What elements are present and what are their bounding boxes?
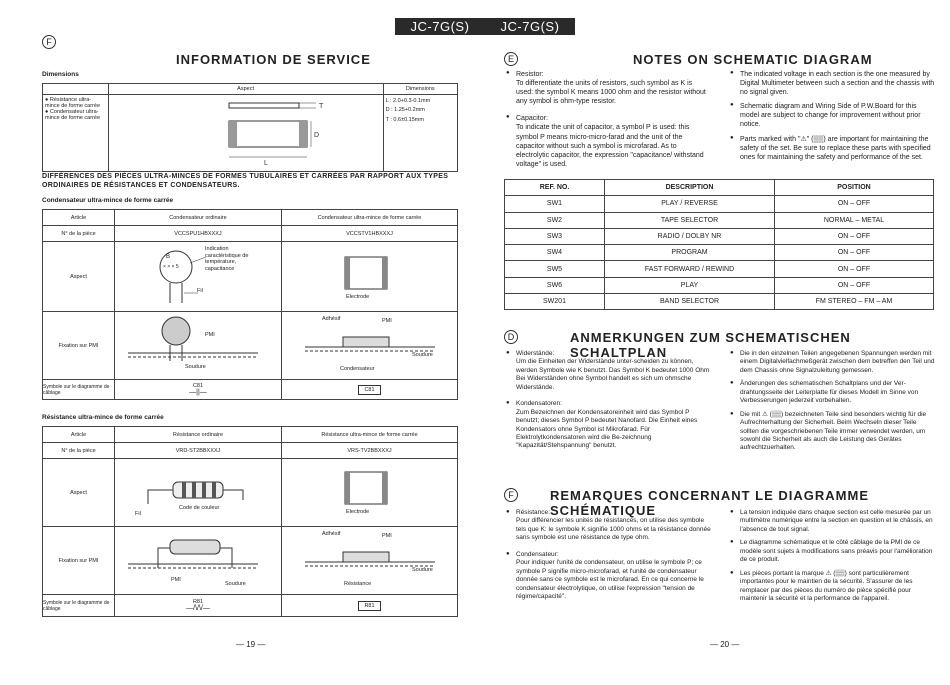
e-note-voltage: ● The indicated voltage in each section is the one measured by Digital Multimeter between such a section and the chassis with no signal given. xyxy=(740,70,935,97)
anmerkungen-title: ANMERKUNGEN ZUM SCHEMATISCHEN SCHALTPLAN xyxy=(570,330,851,360)
svg-text:T: T xyxy=(318,103,323,110)
res-thin-fix xyxy=(282,527,458,595)
res-ordinary-drawing xyxy=(115,459,282,527)
e-left-col xyxy=(516,70,711,169)
ref-h-desc: DESCRIPTION xyxy=(605,180,775,196)
remarques-title: REMARQUES CONCERNANT LE DIAGRAMME SCHÉMATIQUE xyxy=(550,488,869,518)
res-pmi: PMI xyxy=(171,577,181,583)
cap-h1: Article xyxy=(43,210,115,226)
res-r1: N° de la pièce xyxy=(43,443,115,459)
cap-pmi2: PMI xyxy=(382,318,392,324)
cap-condensateur: Condensateur xyxy=(340,366,375,372)
res-label: Résistance ultra-mince de forme carrée xyxy=(42,414,164,421)
cap-indication: Indication caractéristique de température, capacitance xyxy=(205,246,249,272)
e-capacitor-text: To indicate the unit of capacitor, a symbol P is used: this symbol P means micro-micro-farad and the unit of the capacitor without such a symbol is microfarad. As to electrolytic capacitor, the expression "capacitance/ withstand voltage" is used. xyxy=(516,124,704,168)
res-thin-drawing xyxy=(282,459,458,527)
table-row: SW6 PLAY ON – OFF xyxy=(505,277,934,293)
res-fil: Fil xyxy=(135,511,141,517)
cap-soudure2: Soudure xyxy=(412,352,433,358)
res-soudure: Soudure xyxy=(225,581,246,587)
cap-symbol-ordinary: C81 —||— xyxy=(115,380,282,400)
col-aspect: Aspect xyxy=(108,84,383,95)
notes-title: NOTES ON SCHEMATIC DIAGRAM xyxy=(633,52,873,67)
dimensions-table xyxy=(42,83,458,172)
col-dims: Dimensions xyxy=(383,84,457,95)
dimensions-label: Dimensions xyxy=(42,71,79,78)
e-capacitor-head: ● Capacitor: xyxy=(516,114,711,123)
cap-ordinary-fix xyxy=(115,312,282,380)
section-circle-e: E xyxy=(504,52,518,66)
d-right-col xyxy=(740,350,935,453)
section-circle-f-right: F xyxy=(504,488,518,502)
dim-values: L : 2.0+0.3-0.1mm D : 1.25+0.2mm T : 0.6±0.15mm xyxy=(383,95,457,172)
ref-h-pos: POSITION xyxy=(775,180,934,196)
res-pmi2: PMI xyxy=(382,533,392,539)
cap-fil: Fil xyxy=(197,288,203,294)
cap-h2: Condensateur ordinaire xyxy=(115,210,282,226)
cap-part-thin: VCCSTV1HBXXXJ xyxy=(282,226,458,242)
cap-thin-drawing xyxy=(282,242,458,312)
res-r81b: R81 xyxy=(358,601,380,611)
cap-part-ordinary: VCCSPU1HBXXXJ xyxy=(115,226,282,242)
svg-text:D: D xyxy=(313,132,319,139)
cap-pmi: PMI xyxy=(205,332,215,338)
resistor-table xyxy=(42,426,458,617)
d-widerstande-head: ● Widerstände: xyxy=(516,350,711,358)
res-symbol-thin xyxy=(282,595,458,617)
model-left: JC-7G(S) xyxy=(410,19,470,34)
res-h2: Résistance ordinaire xyxy=(115,427,282,443)
page-number-left: — 19 — xyxy=(236,640,266,649)
res-soudure2: Soudure xyxy=(412,567,433,573)
res-r81: R81 xyxy=(192,599,204,605)
f-note-safety: ● Les pièces portant la marque ⚠ (▒▒) sont particulièrement importantes pour le maintien de la sécurité. S'assurer de les remplacer par des pièces du numéro de pièce spécifié pour maintenir la sécurité et la performance de l'appareil. xyxy=(740,570,935,604)
table-row: SW3 RADIO / DOLBY NR ON – OFF xyxy=(505,228,934,244)
dim-items: ● Résistance ultra-mince de forme carrée ● Condensateur ultra-mince de forme carrée xyxy=(43,95,109,172)
e-resistor-text: To differentiate the units of resistors, such symbol as K is used: the symbol K means 1000 ohm and the resistor without any symbol is ohm-type resistor. xyxy=(516,80,706,106)
res-r4: Symbole sur le diagramme de câblage xyxy=(43,595,115,617)
ref-h-ref: REF. NO. xyxy=(505,180,605,196)
cap-adhesif: Adhésif xyxy=(322,316,341,322)
section-circle-f-left: F xyxy=(42,35,56,49)
table-row: SW2 TAPE SELECTOR NORMAL – METAL xyxy=(505,212,934,228)
differences-heading: DIFFÉRENCES DES PIÈCES ULTRA-MINCES DE FORMES TUBULAIRES ET CARRÉES PAR RAPPORT AUX TYPES ORDINAIRES DE RÉSISTANCES ET CONDENSATEURS. xyxy=(42,173,449,190)
res-r2: Aspect xyxy=(43,459,115,527)
d-note-change: ● Änderungen des schematischen Schaltplans und der Ver-drahtungsseite der Leiterplatte für dieses Modell im Sinne von Verbesserungen jederzeit vorbehalten. xyxy=(740,380,935,405)
d-widerstande-text: Um die Einheiten der Widerstände unter-scheiden zu können, werden Symbole wie K benutzt. Das Symbol K bedeutet 1000 Ohm Bei Widerständen ohne Symbol handelt es sich um ohmsche Widerstände. xyxy=(516,358,710,391)
res-h3: Résistance ultra-mince de forme carrée xyxy=(282,427,458,443)
f-condensateur-head: ● Condensateur: xyxy=(516,551,711,559)
table-row: SW201 BAND SELECTOR FM STEREO – FM – AM xyxy=(505,294,934,310)
res-part-thin: VRS-TV2BBXXXJ xyxy=(282,443,458,459)
e-note-safety: ● Parts marked with "⚠" (▒▒) are important for maintaining the safety of the set. Be sure to replace these parts with specified ones for maintaining the safety and performance of the set. xyxy=(740,135,935,162)
cap-c81: C81 xyxy=(192,383,204,389)
res-resistance: Résistance xyxy=(344,581,372,587)
cap-thin-fix xyxy=(282,312,458,380)
f-note-voltage: ● La tension indiquée dans chaque section est celle mesurée par un multimètre numérique entre la section en question et le châssis, en l'absence de tout signal. xyxy=(740,509,935,534)
f-note-change: ● Le diagramme schématique et le côté câblage de la PMI de ce modèle sont sujets à modifications sans préavis pour l'amélioration de ce produit. xyxy=(740,539,935,564)
dim-aspect-drawing xyxy=(108,95,383,172)
section-circle-d: D xyxy=(504,330,518,344)
d-note-voltage: ● Die in den einzelnen Teilen angegebenen Spannungen werden mit einem Digitalvielfachmeßgerät zwischen dem betreffen den Teil und dem Chassis ohne Signalzuleitung gemessen. xyxy=(740,350,935,375)
f-left-col xyxy=(516,509,711,601)
res-electrode: Electrode xyxy=(346,509,370,515)
d-kondensatoren-head: ● Kondensatoren: xyxy=(516,400,711,408)
f-resistance-text: Pour différencier les unités de résistances, on utilise des symbole tels que K: le symbole K signifie 1000 ohms et la résistance donnée sans symbole est une résistance de type ohm. xyxy=(516,517,711,542)
cap-h3: Condensateur ultra-mince de forme carrée xyxy=(282,210,458,226)
d-note-safety: ● Die mit ⚠ (▒▒) bezeichneten Teile sind besonders wichtig für die Aufrechterhaltung der Sicherheit. Beim Wechseln dieser Teile sollten die vorgeschriebenen Teile immer verwendet werden, um sowohl die Sicherheit als auch die Leistung des Gerätes aufrechtzuerhalten. xyxy=(740,411,935,453)
res-r3: Fixation sur PMI xyxy=(43,527,115,595)
f-resistance-head: ● Résistance: xyxy=(516,509,711,517)
table-row: SW4 PROGRAM ON – OFF xyxy=(505,245,934,261)
page-number-right: — 20 — xyxy=(710,640,740,649)
d-left-col xyxy=(516,350,711,451)
res-code: Code de couleur xyxy=(179,505,220,511)
svg-text:L: L xyxy=(263,160,268,167)
d-kondensatoren-text: Zum Bezeichnen der Kondensatoreinheit wird das Symbol P benutzt; dieses Symbol P bedeutet Nanofard. Die Einheit eines Kondensators ohne Symbol ist Mikrofarad. Für Elektrolytkondensatoren wird die Be-zeichnung "Kapazität/Stehspannung" benutzt. xyxy=(516,408,698,450)
res-adhesif: Adhésif xyxy=(322,531,341,537)
cap-label: Condensateur ultra-mince de forme carrée xyxy=(42,197,174,204)
cap-r1: N° de la pièce xyxy=(43,226,115,242)
cap-r4: Symbole sur le diagramme de câblage xyxy=(43,380,115,400)
f-right-col xyxy=(740,509,935,603)
e-note-change: ● Schematic diagram and Wiring Side of P.W.Board for this model are subject to change for improvement without prior notice. xyxy=(740,102,935,129)
e-resistor-head: ● Resistor: xyxy=(516,70,711,79)
cap-xxx-mark: × × × 5 xyxy=(163,264,179,270)
table-row: SW5 FAST FORWARD / REWIND ON – OFF xyxy=(505,261,934,277)
cap-r2: Aspect xyxy=(43,242,115,312)
cap-ordinary-drawing xyxy=(115,242,282,312)
cap-b-mark: B xyxy=(166,254,171,260)
res-h1: Article xyxy=(43,427,115,443)
table-row: SW1 PLAY / REVERSE ON – OFF xyxy=(505,196,934,212)
f-condensateur-text: Pour indiquer l'unité de condensateur, on utilise le symbole P; ce symbole P signifie micro-microfarad, et l'unité de condensateur donnée sans ce symbole est le microfarad. En ce qui concerne le condensateur électrolytique, on utilise l'expression "tension de régime/capacité". xyxy=(516,559,704,600)
cap-electrode: Electrode xyxy=(346,294,370,300)
cap-c81b: C81 xyxy=(358,385,380,395)
capacitor-table xyxy=(42,209,458,400)
cap-r3: Fixation sur PMI xyxy=(43,312,115,380)
model-header xyxy=(395,18,575,35)
page-title-left: INFORMATION DE SERVICE xyxy=(176,52,371,67)
cap-soudure: Soudure xyxy=(185,364,206,370)
cap-symbol-thin xyxy=(282,380,458,400)
e-right-col xyxy=(740,70,935,162)
res-part-ordinary: VRD-ST2BBXXXJ xyxy=(115,443,282,459)
res-ordinary-fix xyxy=(115,527,282,595)
res-symbol-ordinary: R81 —/\/\/— xyxy=(115,595,282,617)
ref-table xyxy=(504,179,934,310)
model-right: JC-7G(S) xyxy=(500,19,560,34)
